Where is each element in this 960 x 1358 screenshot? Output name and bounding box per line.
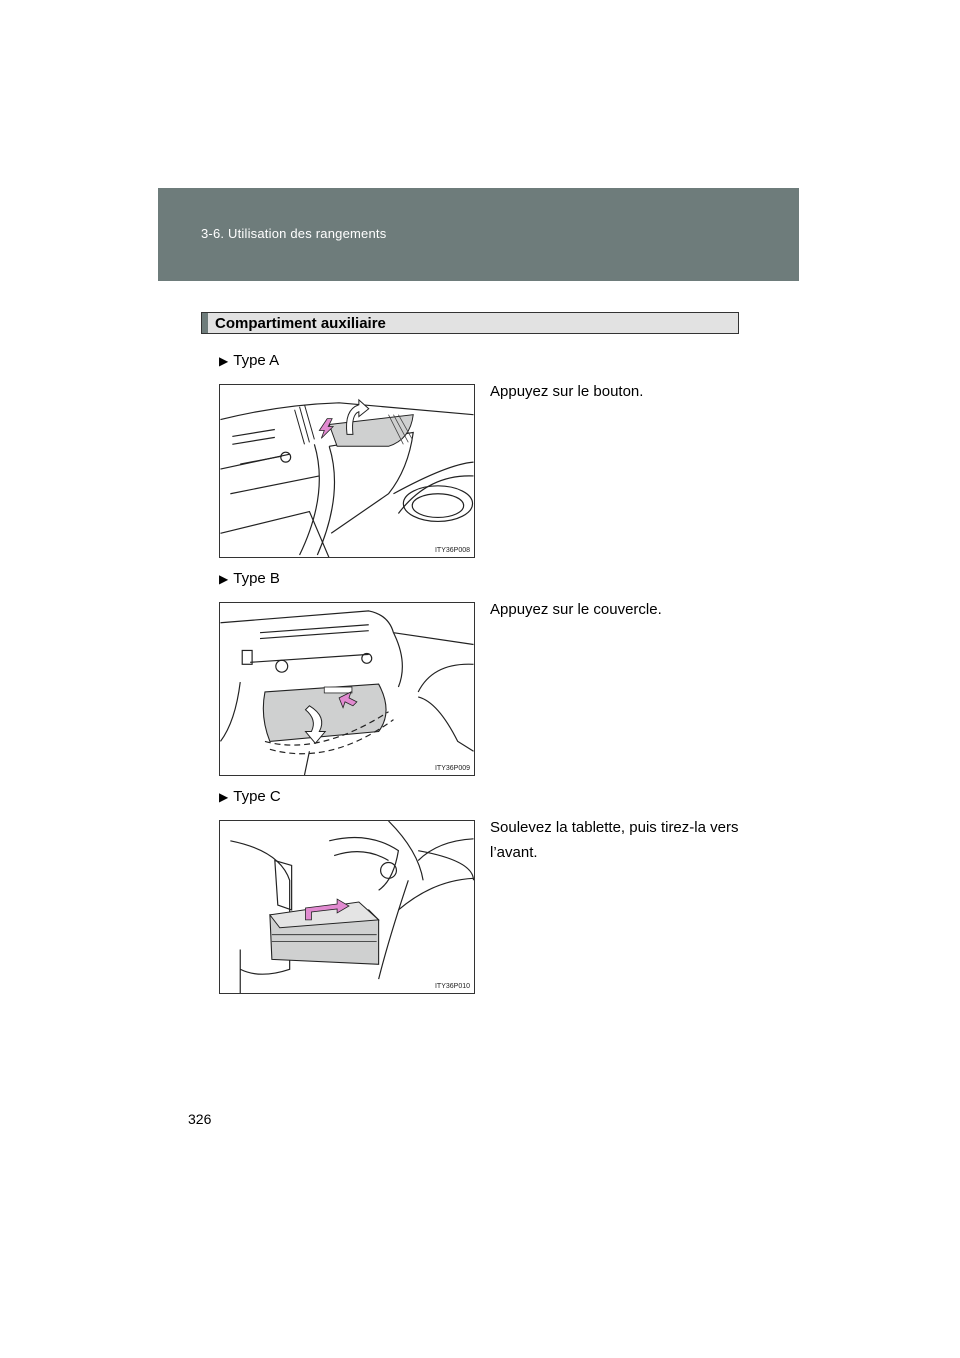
section-accent: [202, 313, 208, 333]
type-a-label-text: Type A: [233, 352, 280, 369]
header-band: [158, 188, 799, 281]
type-b-label-text: Type B: [233, 570, 280, 587]
section-header-text: 3-6. Utilisation des rangements: [201, 226, 387, 241]
figure-type-a: [219, 384, 475, 558]
section-title: Compartiment auxiliaire: [215, 315, 386, 332]
page-number: 326: [188, 1111, 212, 1127]
type-b-label: [219, 570, 280, 587]
section-title-bar: [201, 312, 739, 334]
figure-type-b: [219, 602, 475, 776]
triangle-bullet-icon: ▶: [219, 572, 229, 586]
figure-type-c: [219, 820, 475, 994]
type-a-label: [219, 352, 279, 369]
dashboard-lower-lid-illustration: [220, 603, 474, 775]
figure-code: ITY36P010: [434, 983, 470, 990]
type-c-label-text: Type C: [233, 788, 281, 805]
type-c-label: [219, 788, 281, 805]
figure-code: ITY36P008: [434, 547, 470, 554]
instruction-type-a: Appuyez sur le bouton.: [490, 383, 644, 400]
instruction-type-b: Appuyez sur le couvercle.: [490, 601, 662, 618]
dashboard-glovebox-button-illustration: [220, 385, 474, 557]
triangle-bullet-icon: ▶: [219, 354, 229, 368]
console-tray-pull-illustration: [220, 821, 474, 993]
figure-code: ITY36P009: [434, 765, 470, 772]
instruction-type-c: Soulevez la tablette, puis tirez-la vers l’avant.: [490, 819, 739, 861]
triangle-bullet-icon: ▶: [219, 790, 229, 804]
